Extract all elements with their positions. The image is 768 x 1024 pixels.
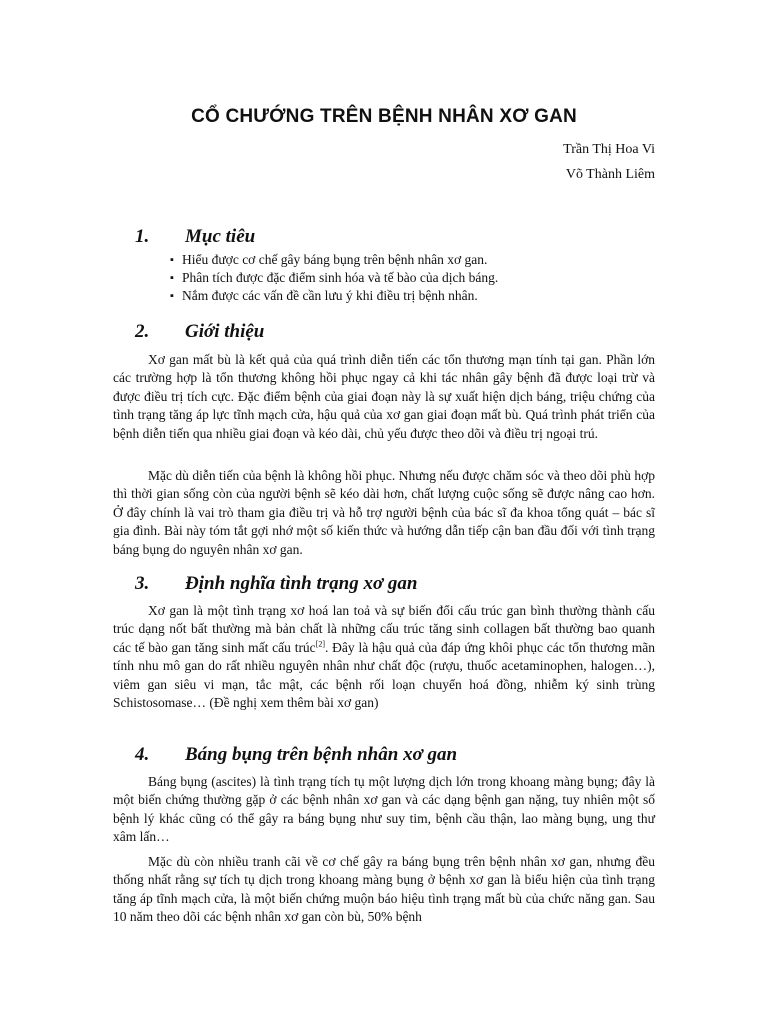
section-title: Giới thiệu: [185, 321, 265, 342]
section-title: Định nghĩa tình trạng xơ gan: [185, 573, 418, 594]
list-item: ▪ Hiểu được cơ chế gây báng bụng trên bệnh nhân xơ gan.: [170, 251, 498, 269]
paragraph-text: Xơ gan là một tình trạng xơ hoá lan toả và sự biến đổi cấu trúc gan bình thường thành cấu trúc dạng nốt bất thường mà bản chất là những cấu trúc tăng sinh collagen bất thường bao quanh các tế bào gan tăng sinh mất cấu trúc: [113, 603, 655, 655]
section-heading: [135, 321, 264, 343]
author-name: Trần Thị Hoa Vi: [563, 142, 655, 157]
objectives-list: [170, 251, 498, 305]
section-number: 2.: [135, 321, 150, 342]
section-heading: [135, 744, 457, 766]
section-number: 4.: [135, 744, 150, 765]
list-item: ▪ Phân tích được đặc điểm sinh hóa và tế bào của dịch báng.: [170, 269, 498, 287]
section-heading: [135, 573, 418, 595]
section-heading: [135, 226, 255, 248]
paragraph-text: . Đây là hậu quả của đáp ứng khôi phục các tổn thương mãn tính nhu mô gan do rất nhiều nguyên nhân như chất độc (rượu, thuốc acetaminophen, halogen…), viêm gan siêu vi mạn, tắc mật, các bệnh rối loạn chuyển hoá đồng, nhiễm ký sinh trùng Schistosomase… (Đề nghị xem thêm bài xơ gan): [113, 639, 655, 711]
body-paragraph: Xơ gan mất bù là kết quả của quá trình diễn tiến các tổn thương mạn tính tại gan. Phần lớn các trường hợp là tổn thương không hồi phục ngay cả khi tác nhân gây bệnh đã được loại trừ và được điều trị tích cực. Đặc điểm bệnh của giai đoạn này là sự xuất hiện dịch báng, triệu chứng của tình trạng tăng áp lực tĩnh mạch cửa, hậu quả của xơ gan giai đoạn mất bù. Quá trình phát triển của bệnh diễn tiến qua nhiều giai đoạn và kéo dài, chủ yếu được theo dõi và điều trị ngoại trú.: [113, 352, 655, 441]
section-title: Mục tiêu: [185, 226, 256, 247]
author-name: Võ Thành Liêm: [565, 167, 655, 182]
body-paragraph: [113, 602, 655, 712]
section-title: Báng bụng trên bệnh nhân xơ gan: [185, 744, 458, 765]
document-title: CỔ CHƯỚNG TRÊN BỆNH NHÂN XƠ GAN: [191, 106, 577, 127]
body-paragraph: Mặc dù còn nhiều tranh cãi về cơ chế gây ra báng bụng trên bệnh nhân xơ gan, nhưng đều thống nhất rằng sự tích tụ dịch trong khoang màng bụng ở bệnh xơ gan là biểu hiện của tình trạng tăng áp tĩnh mạch cửa, là một biến chứng muộn báo hiệu tình trạng mất bù của chức năng gan. Sau 10 năm theo dõi các bệnh nhân xơ gan còn bù, 50% bệnh: [113, 854, 655, 925]
section-number: 1.: [135, 226, 150, 247]
citation-reference: [2]: [315, 639, 326, 649]
body-paragraph: Báng bụng (ascites) là tình trạng tích tụ một lượng dịch lớn trong khoang màng bụng; đây là một biến chứng thường gặp ở các bệnh nhân xơ gan và các dạng bệnh gan nặng, tuy nhiên một số bệnh lý khác cũng có thể gây ra báng bụng như suy tim, bệnh cầu thận, lao màng bụng, ung thư xâm lấn…: [113, 774, 655, 845]
section-number: 3.: [135, 573, 150, 594]
body-paragraph: Mặc dù diễn tiến của bệnh là không hồi phục. Nhưng nếu được chăm sóc và theo dõi phù hợp thì thời gian sống còn của người bệnh sẽ kéo dài hơn, chất lượng cuộc sống sẽ được nâng cao hơn. Ở đây chính là vai trò tham gia điều trị và hỗ trợ người bệnh của bác sĩ đa khoa tổng quát – bác sĩ gia đình. Bài này tóm tắt gợi nhớ một số kiến thức và hướng dẫn tiếp cận ban đầu đối với tình trạng báng bụng do nguyên nhân xơ gan.: [113, 468, 655, 557]
list-item: ▪ Nắm được các vấn đề cần lưu ý khi điều trị bệnh nhân.: [170, 287, 498, 305]
